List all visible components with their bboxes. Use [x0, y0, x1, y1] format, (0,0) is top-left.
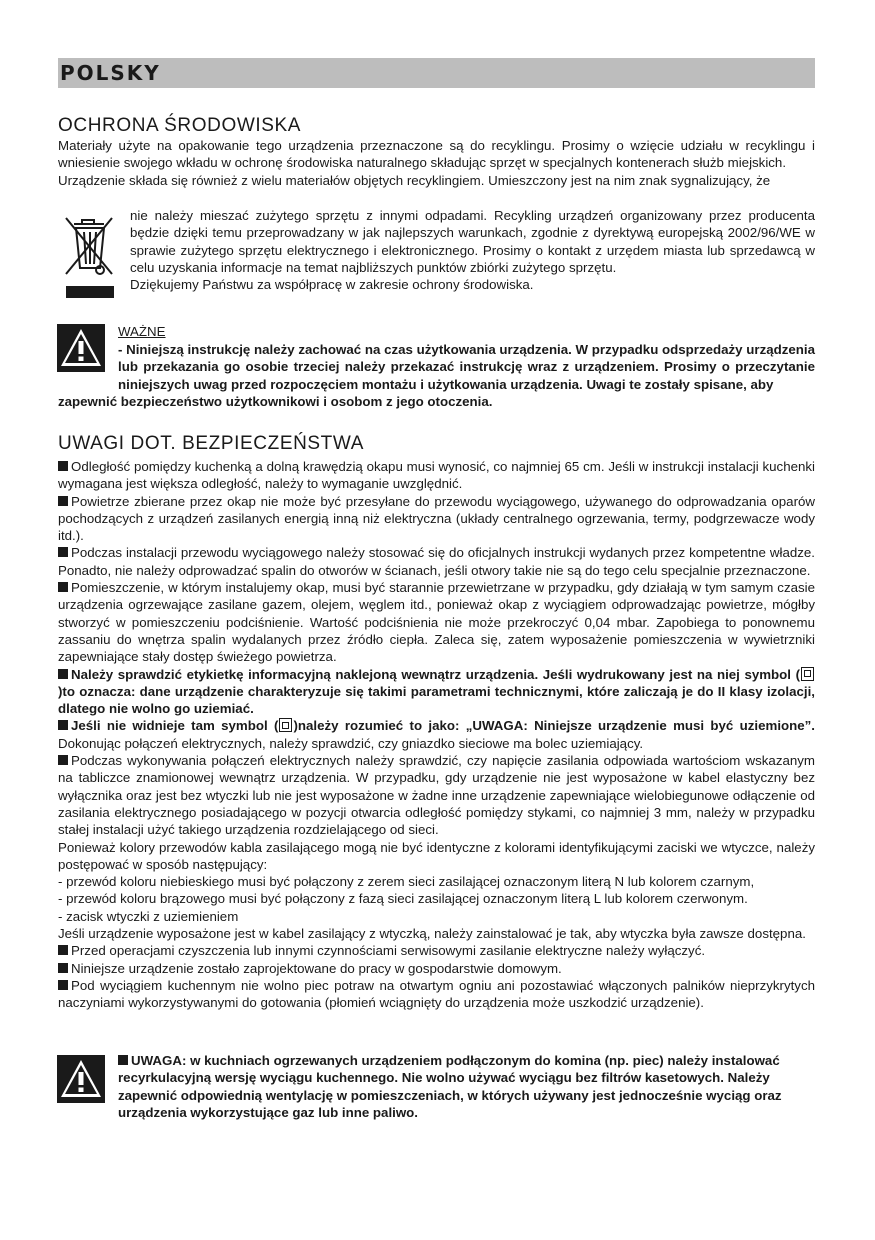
safety-bullet-4: Pomieszczenie, w którym instalujemy okap, musi być starannie przewietrzane w przypadku, gdy działają w tym samym czasie urządzenia ogrzewające zasilane gazem, olejem, węglem itd., ponieważ okap z wyciągiem odprowadzając powietrze, mógłby stworzyć w pomieszczeniu podciśnienie. Wartość podciśnienia nie może przekroczyć 0,04 mbar. Zapobiega to ponownemu zassaniu do wnętrza spalin wydalanych przez źródło ciepła. Zaleca się, zatem wyposażenie pomieszczenia w wywietrzniki zapewniające stały dostęp świeżego powietrza.	[58, 580, 815, 665]
safety-bullet-6: Jeśli nie widnieje tam symbol ( )należy rozumieć to jako: „UWAGA: Niniejsze urządzenie musi być uziemione”. Dokonując połączeń elektrycznych, należy sprawdzić, czy gniazdko sieciowe ma bolec uziemiający.	[58, 718, 815, 751]
wire-colors-paragraph: Ponieważ kolory przewodów kabla zasilającego mogą nie być identyczne z kolorami identyfikującymi zaciski we wtyczce, należy postępować w sposób następujący:	[58, 839, 815, 872]
wire-blue: - przewód koloru niebieskiego musi być połączony z zerem sieci zasilającej oznaczonym literą N lub kolorem czarnym,	[58, 874, 755, 890]
safety-bullet-1: Odległość pomiędzy kuchenką a dolną krawędzią okapu musi wynosić, co najmniej 65 cm. Jeśli w instrukcji instalacji kuchenki wymagana jest większa odległość, należy to wymaganie uwzględnić.	[58, 459, 815, 492]
environment-paragraph-2-line1: Urządzenie składa się również z wielu materiałów objętych recyklingiem. Umieszczony jest na nim znak sygnalizujący, że	[58, 172, 771, 188]
safety-text	[58, 458, 815, 1012]
environment-paragraph-1: Materiały użyte na opakowanie tego urządzenia przeznaczone są do recyklingu. Prosimy o wzięcie udziału w recyklingu i wniesienie swojego wkładu w ochronę środowiska naturalnego składując sprzęt w specjalnych kontenerach służb miejskich. Urządzenie składa się również z wielu materiałów objętych recyklingiem. Umieszczony jest na nim znak sygnalizujący, że	[58, 138, 815, 188]
language-label: POLSKY	[60, 61, 161, 85]
safety-bullet-3: Podczas instalacji przewodu wyciągowego należy stosować się do oficjalnych instrukcji wydanych przez kompetentne władze. Ponadto, nie należy odprowadzać spalin do otworów w ścianach, jeśli otwory takie nie są do tego celu specjalnie przeznaczone.	[58, 545, 815, 578]
class-ii-symbol-icon	[801, 667, 814, 681]
wire-brown: - przewód koloru brązowego musi być połączony z fazą sieci zasilającej oznaczonym literą L lub kolorem czerwonym.	[58, 891, 748, 907]
safety-bullet-2: Powietrze zbierane przez okap nie może być przesyłane do przewodu wyciągowego, używanego do odprowadzania oparów pochodzących z urządzeń zasilanych energią inną niż elektryczna (układy centralnego ogrzewania, termy, podgrzewacze wody itd.).	[58, 493, 815, 544]
important-text-tail: zapewnić bezpieczeństwo użytkownikowi i osobom z jego otoczenia.	[58, 394, 493, 409]
section-title-environment: OCHRONA ŚRODOWISKA	[58, 115, 302, 136]
language-header	[58, 58, 815, 88]
important-title: WAŻNE	[118, 324, 166, 339]
section-title-safety: UWAGI DOT. BEZPIECZEŃSTWA	[58, 433, 364, 454]
safety-bullet-8: Przed operacjami czyszczenia lub innymi czynnościami serwisowymi zasilanie elektryczne należy wyłączyć.	[58, 942, 815, 959]
crossed-bin-icon	[60, 212, 120, 302]
wire-earth: - zacisk wtyczki z uziemieniem	[58, 908, 239, 924]
environment-thanks: Dziękujemy Państwu za współpracę w zakresie ochrony środowiska.	[130, 277, 534, 293]
warning-icon	[57, 1055, 105, 1103]
class-ii-symbol-icon	[279, 718, 292, 732]
warning-icon	[57, 324, 105, 372]
important-text: - Niniejszą instrukcję należy zachować na czas użytkowania urządzenia. W przypadku odsprzedaży urządzenia lub przekazania go osobie trzeciej należy przekazać instrukcję wraz z urządzeniem. Prosimy o przeczytanie niniejszych uwag przed rozpoczęciem montażu i użytkowania urządzenia. Uwagi te zostały spisane, aby	[118, 342, 815, 392]
final-warning: UWAGA: w kuchniach ogrzewanych urządzeniem podłączonym do komina (np. piec) należy instalować recyrkulacyjną wersję wyciągu kuchennego. Nie wolno używać wyciągu bez filtrów kasetowych. Należy zapewnić odpowiednią wentylację w pomieszczeniach, w których używany jest jednocześnie wyciąg oraz urządzenia wykorzystujące gaz lub inne paliwo.	[118, 1053, 782, 1120]
safety-bullet-7: Podczas wykonywania połączeń elektrycznych należy sprawdzić, czy napięcie zasilania odpowiada wartościom wskazanym na tabliczce znamionowej wewnątrz urządzenia. W przypadku, gdy urządzenie nie jest wyposażone w kabel elastyczny bez wyłącznika oraz jest bez wtyczki lub nie jest wyposażone w żadne inne urządzenie zapewniające wielobiegunowe odłączenie od zasilania elektrycznego posiadającego w pozycji otwarcia odległość pomiędzy stykami, co najmniej 3 mm, należy w przypadku stałej instalacji użyć takiego urządzenia rozdzielającego od sieci.	[58, 753, 815, 838]
plug-paragraph: Jeśli urządzenie wyposażone jest w kabel zasilający z wtyczką, należy zainstalować je tak, aby wtyczka była zawsze dostępna.	[58, 926, 806, 942]
safety-bullet-9: Niniejsze urządzenie zostało zaprojektowane do pracy w gospodarstwie domowym.	[58, 960, 815, 977]
safety-bullet-5: Należy sprawdzić etykietkę informacyjną naklejoną wewnątrz urządzenia. Jeśli wydrukowany jest na niej symbol ()to oznacza: dane urządzenie charakteryzuje się takimi parametrami technicznymi, które zaliczają je do II klasy izolacji, dlatego nie wolno go uziemiać.	[58, 666, 815, 717]
environment-paragraph-2: nie należy mieszać zużytego sprzętu z innymi odpadami. Recykling urządzeń organizowany przez producenta będzie dzięki temu przeprowadzany w jak najlepszych warunkach, zgodnie z dyrektywą europejską 2002/96/WE w sprawie zużytego sprzętu elektrycznego i elektronicznego. Prosimy o kontakt z urzędem miasta lub sprzedawcą w celu uzyskania informacje na temat najbliższych punktów zbiórki zużytego sprzętu. Dziękujemy Państwu za współpracę w zakresie ochrony środowiska.	[130, 208, 815, 293]
safety-bullet-10: Pod wyciągiem kuchennym nie wolno piec potraw na otwartym ogniu ani pozostawiać włączonych palników nieprzykrytych naczyniami wykorzystywanymi do gotowania (płomień wciągnięty do urządzenia może uszkodzić urządzenie).	[58, 977, 815, 1011]
